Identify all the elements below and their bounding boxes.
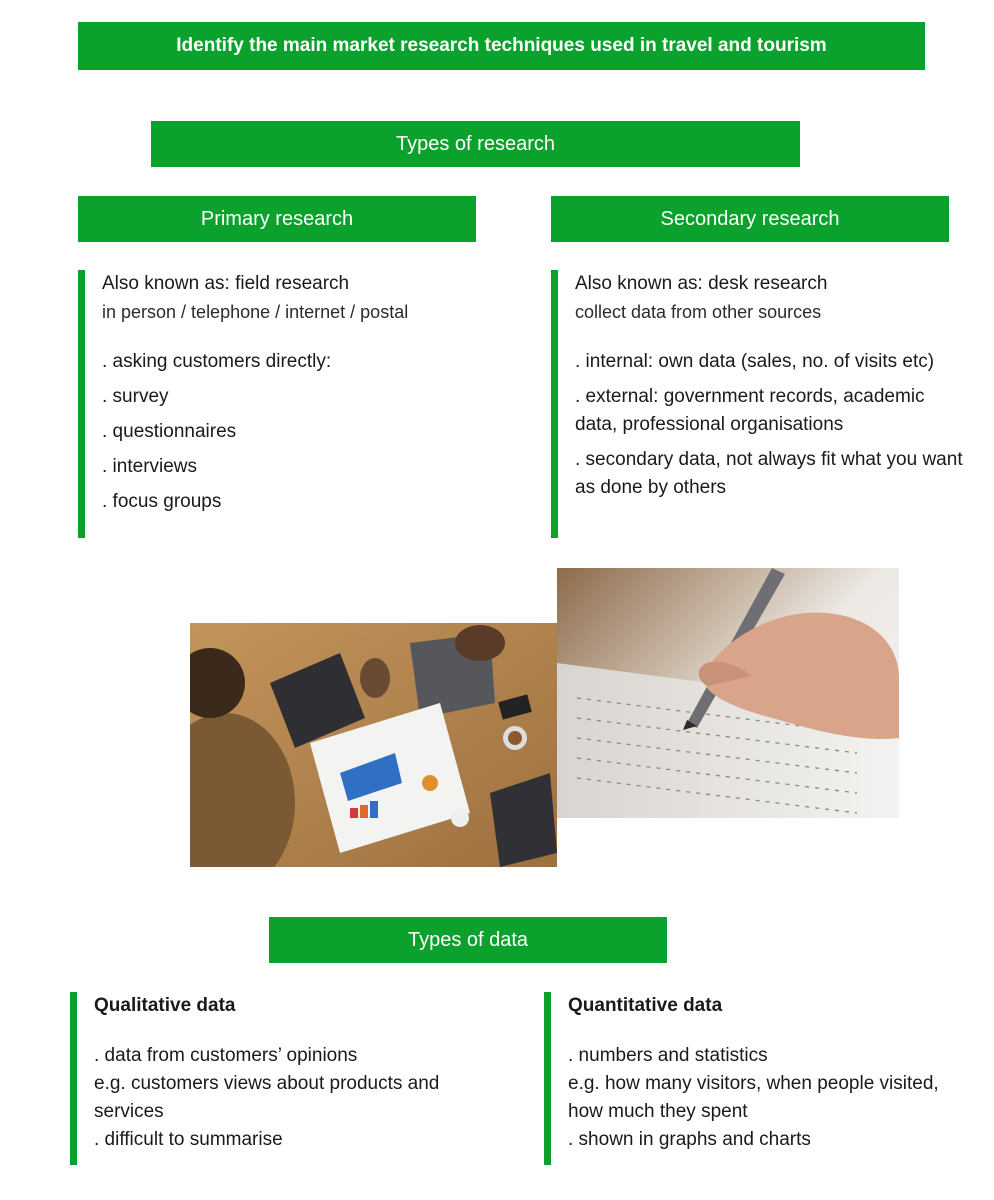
secondary-research-banner: Secondary research: [551, 196, 949, 242]
secondary-aka: Also known as: desk research: [575, 273, 828, 294]
secondary-research-panel: [551, 270, 971, 538]
types-of-research-banner: Types of research: [151, 121, 800, 167]
list-item: . survey: [102, 386, 169, 407]
list-item: . focus groups: [102, 491, 222, 512]
title-banner: Identify the main market research techniques used in travel and tourism: [78, 22, 925, 70]
qualitative-data-panel: [70, 992, 490, 1165]
list-item: . interviews: [102, 456, 198, 477]
types-of-data-banner: Types of data: [269, 917, 667, 963]
accent-bar: [78, 270, 85, 538]
accent-bar: [551, 270, 558, 538]
writing-photo-illustration: [557, 568, 899, 818]
meeting-photo-illustration: [190, 623, 557, 867]
qualitative-heading: Qualitative data: [94, 995, 236, 1016]
primary-research-banner: Primary research: [78, 196, 476, 242]
list-item: . secondary data, not always fit what you want as done by others: [575, 449, 963, 498]
writing-photo: [557, 568, 899, 818]
quantitative-data-panel: [544, 992, 964, 1165]
list-item: . external: government records, academic data, professional organisations: [575, 386, 925, 435]
quantitative-line: . shown in graphs and charts: [568, 1129, 811, 1150]
qualitative-line: . data from customers’ opinions: [94, 1045, 358, 1066]
secondary-methods: collect data from other sources: [575, 302, 822, 322]
primary-methods: in person / telephone / internet / postal: [102, 302, 409, 322]
accent-bar: [70, 992, 77, 1165]
qualitative-line: e.g. customers views about products and services: [94, 1073, 440, 1122]
list-item: . asking customers directly:: [102, 351, 332, 372]
primary-research-panel: [78, 270, 488, 538]
meeting-photo: [190, 623, 557, 867]
primary-aka: Also known as: field research: [102, 273, 350, 294]
quantitative-heading: Quantitative data: [568, 995, 723, 1016]
list-item: . internal: own data (sales, no. of visits etc): [575, 351, 935, 372]
list-item: . questionnaires: [102, 421, 237, 442]
accent-bar: [544, 992, 551, 1165]
quantitative-line: e.g. how many visitors, when people visited, how much they spent: [568, 1073, 939, 1122]
qualitative-line: . difficult to summarise: [94, 1129, 283, 1150]
quantitative-line: . numbers and statistics: [568, 1045, 768, 1066]
